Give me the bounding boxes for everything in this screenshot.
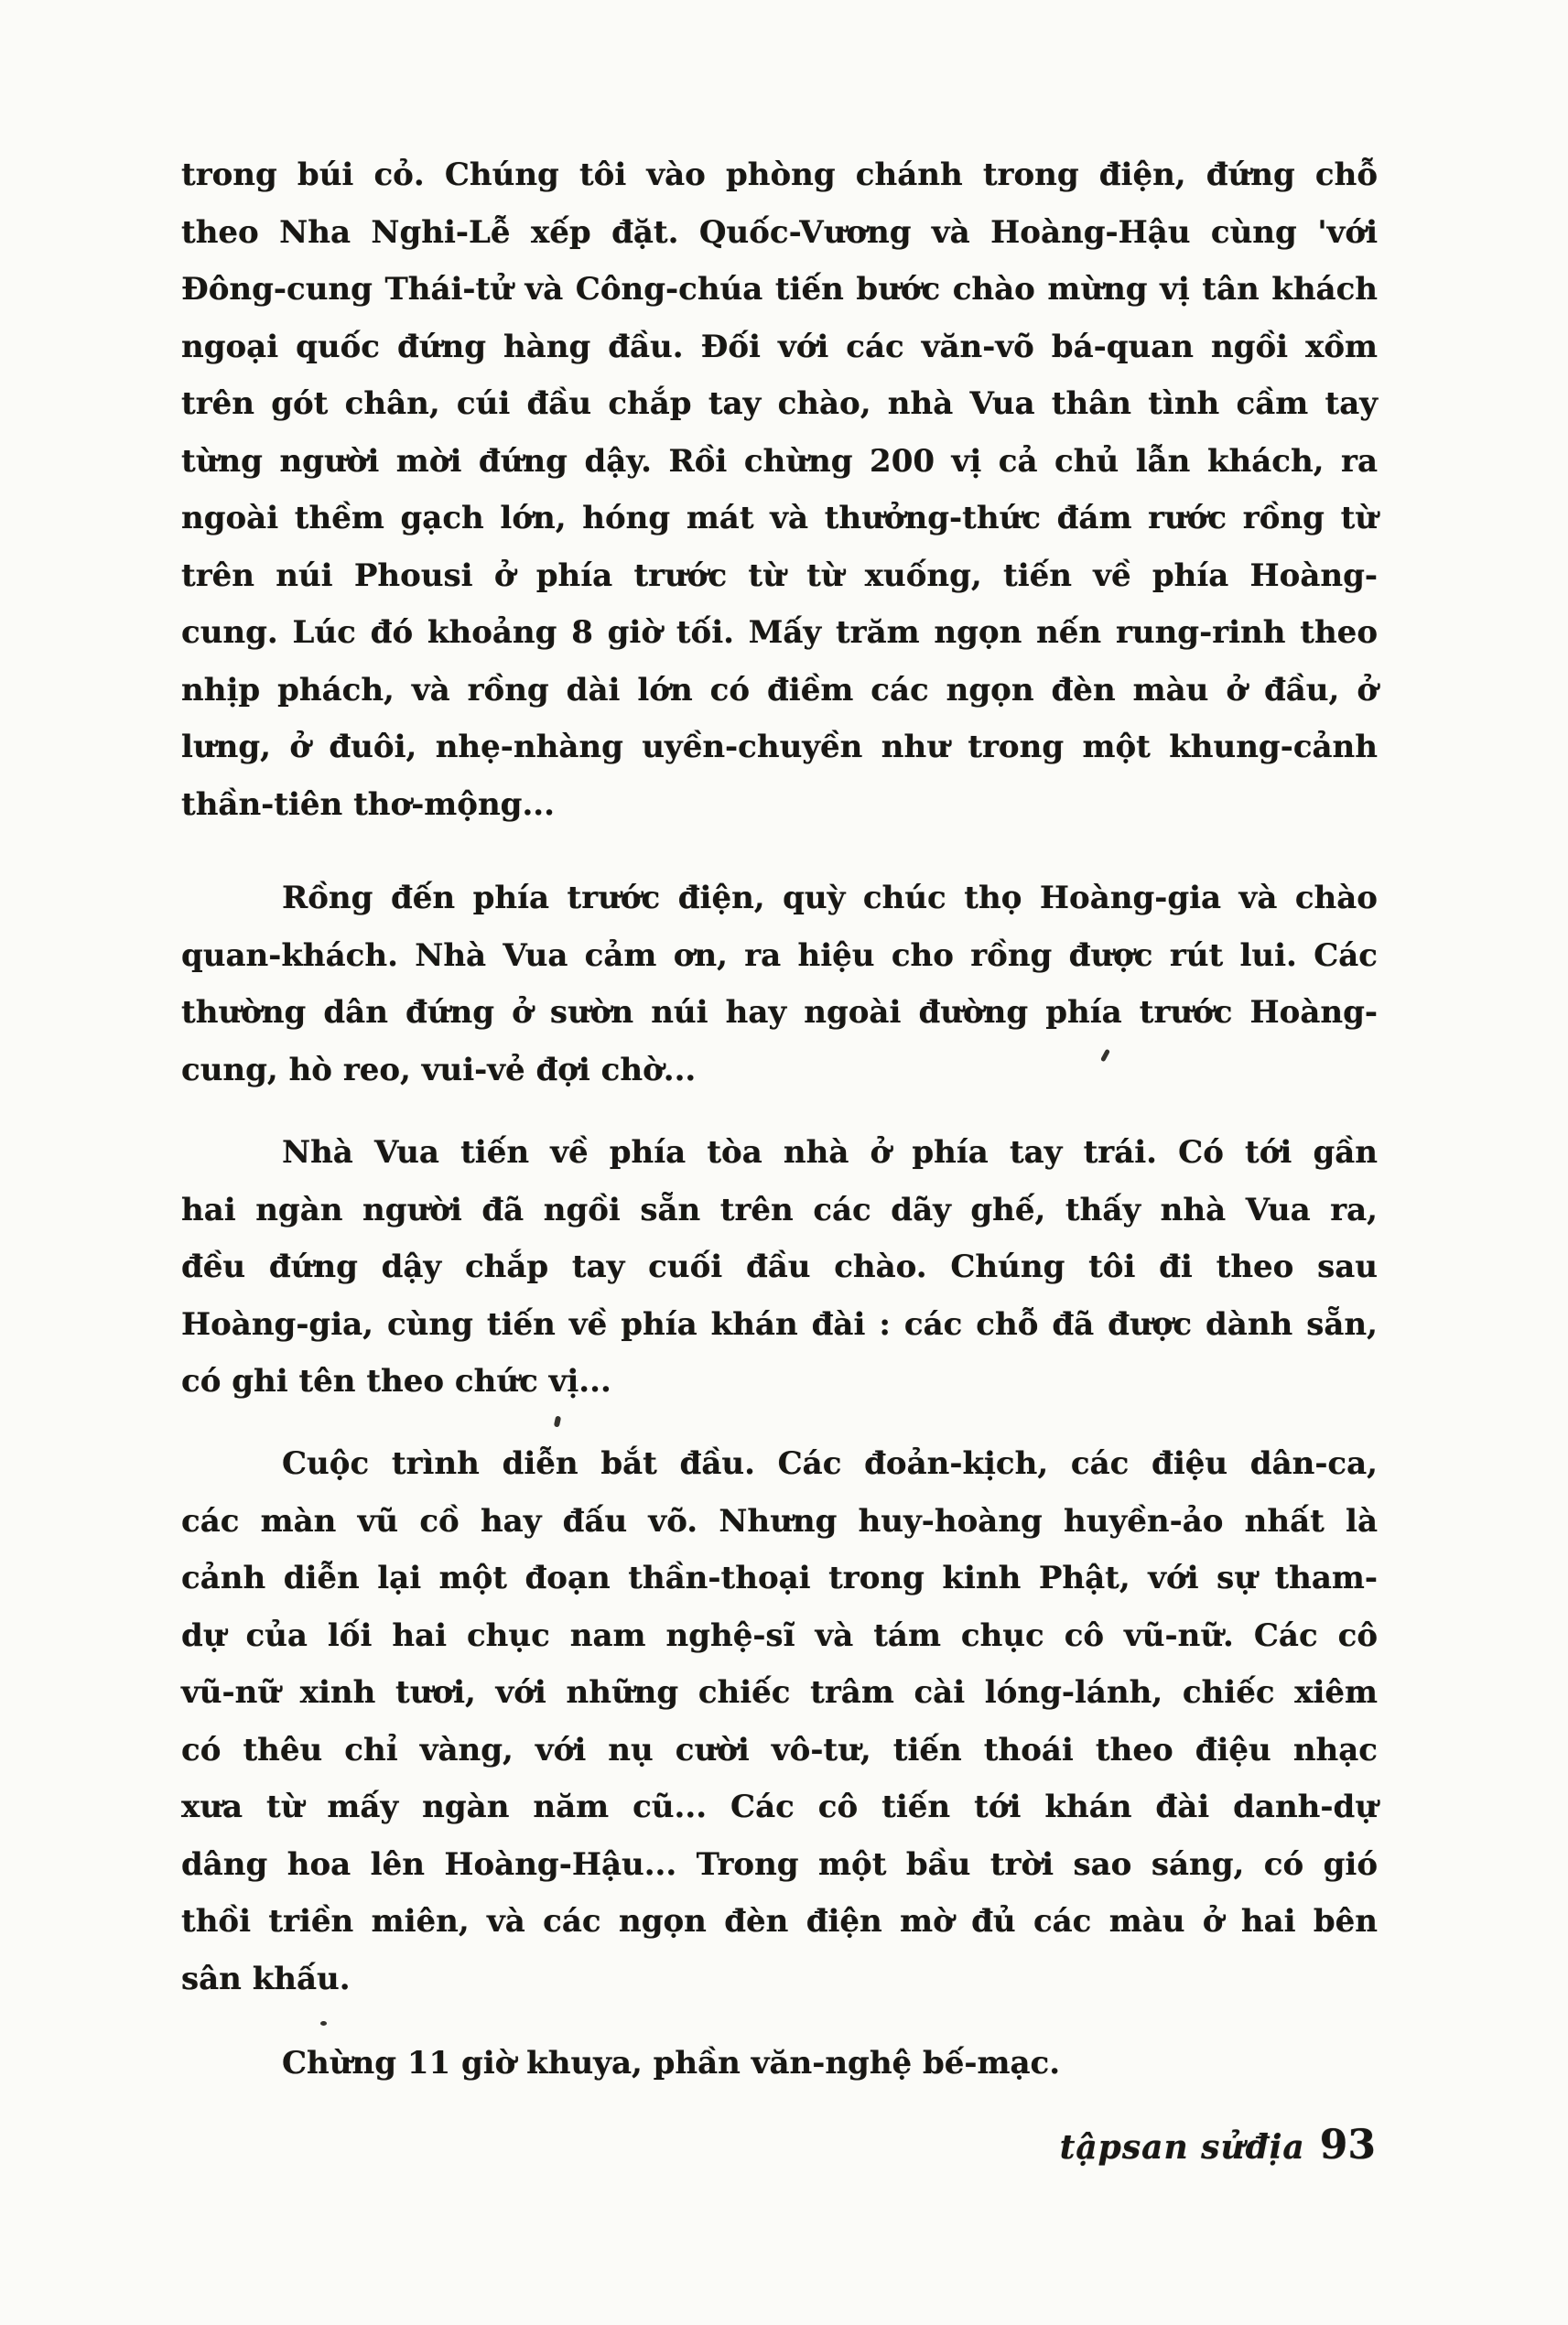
text-line: có ghi tên theo chức vị... — [181, 1363, 611, 1400]
text-line: đều đứng dậy chắp tay cuối đầu chào. Chúng tôi đi theo sau — [181, 1249, 1378, 1285]
text-line: dự của lối hai chục nam nghệ-sĩ và tám chục cô vũ-nữ. Các cô — [181, 1617, 1378, 1654]
text-line: Hoàng-gia, cùng tiến về phía khán đài : các chỗ đã được dành sẵn, — [181, 1305, 1378, 1343]
text-line: quan-khách. Nhà Vua cảm ơn, ra hiệu cho rồng được rút lui. Các — [181, 936, 1378, 974]
text-line: vũ-nữ xinh tươi, với những chiếc trâm cài lóng-lánh, chiếc xiêm — [181, 1674, 1378, 1711]
text-line: dâng hoa lên Hoàng-Hậu... Trong một bầu trời sao sáng, có gió — [181, 1845, 1378, 1883]
text-line: xưa từ mấy ngàn năm cũ... Các cô tiến tới khán đài danh-dự — [181, 1789, 1378, 1825]
text-line: ngoại quốc đứng hàng đầu. Đối với các văn-võ bá-quan ngồi xồm — [181, 328, 1378, 365]
text-line: lưng, ở đuôi, nhẹ-nhàng uyền-chuyền như trong một khung-cảnh — [181, 729, 1378, 765]
text-line: Chừng 11 giờ khuya, phần văn-nghệ bế-mạc. — [282, 2045, 1061, 2082]
text-line: có thêu chỉ vàng, với nụ cười vô-tư, tiến thoái theo điệu nhạc — [181, 1731, 1378, 1768]
paragraph — [181, 870, 1378, 1098]
text-line: thồi triền miên, và các ngọn đèn điện mờ đủ các màu ở hai bên — [181, 1903, 1378, 1940]
journal-title: tậpsan sửđịa — [1059, 2128, 1305, 2167]
text-line: trong búi cỏ. Chúng tôi vào phòng chánh trong điện, đứng chỗ — [181, 157, 1378, 193]
text-line: cung, hò reo, vui-vẻ đợi chờ... — [181, 1051, 697, 1088]
text-line: các màn vũ cồ hay đấu võ. Nhưng huy-hoàng huyền-ảo nhất là — [181, 1502, 1378, 1540]
text-line: từng người mời đứng dậy. Rồi chừng 200 vị cả chủ lẫn khách, ra — [181, 442, 1378, 480]
scan-artifact — [320, 2021, 327, 2026]
text-line: Rồng đến phía trước điện, quỳ chúc thọ Hoàng-gia và chào — [282, 880, 1378, 916]
text-line: hai ngàn người đã ngồi sẵn trên các dãy ghế, thấy nhà Vua ra, — [181, 1191, 1378, 1228]
text-line: nhịp phách, và rồng dài lớn có điềm các ngọn đèn màu ở đầu, ở — [181, 671, 1378, 708]
paragraph — [181, 1124, 1378, 1411]
text-line: Cuộc trình diễn bắt đầu. Các đoản-kịch, các điệu dân-ca, — [282, 1445, 1378, 1482]
text-line: cảnh diễn lại một đoạn thần-thoại trong kinh Phật, với sự tham- — [181, 1560, 1378, 1596]
text-line: ngoài thềm gạch lớn, hóng mát và thưởng-thức đám rước rồng từ — [181, 500, 1378, 536]
paragraph — [181, 146, 1378, 833]
text-line: thường dân đứng ở sườn núi hay ngoài đường phía trước Hoàng- — [181, 994, 1378, 1031]
text-line: thần-tiên thơ-mộng... — [181, 785, 555, 823]
text-line: Nhà Vua tiến về phía tòa nhà ở phía tay trái. Có tới gần — [282, 1134, 1378, 1171]
page-number: 93 — [1319, 2122, 1376, 2168]
text-line: cung. Lúc đó khoảng 8 giờ tối. Mấy trăm ngọn nến rung-rinh theo — [181, 614, 1378, 651]
text-line: sân khấu. — [181, 1960, 351, 1997]
page-footer — [181, 2122, 1376, 2168]
text-line: trên gót chân, cúi đầu chắp tay chào, nhà Vua thân tình cầm tay — [181, 385, 1378, 422]
paragraph — [181, 1435, 1378, 2007]
text-line: trên núi Phousi ở phía trước từ từ xuống, tiến về phía Hoàng- — [181, 557, 1378, 594]
paragraph — [181, 2035, 1378, 2092]
text-line: Đông-cung Thái-tử và Công-chúa tiến bước chào mừng vị tân khách — [181, 271, 1378, 308]
text-line: theo Nha Nghi-Lễ xếp đặt. Quốc-Vương và Hoàng-Hậu cùng 'với — [181, 213, 1378, 251]
